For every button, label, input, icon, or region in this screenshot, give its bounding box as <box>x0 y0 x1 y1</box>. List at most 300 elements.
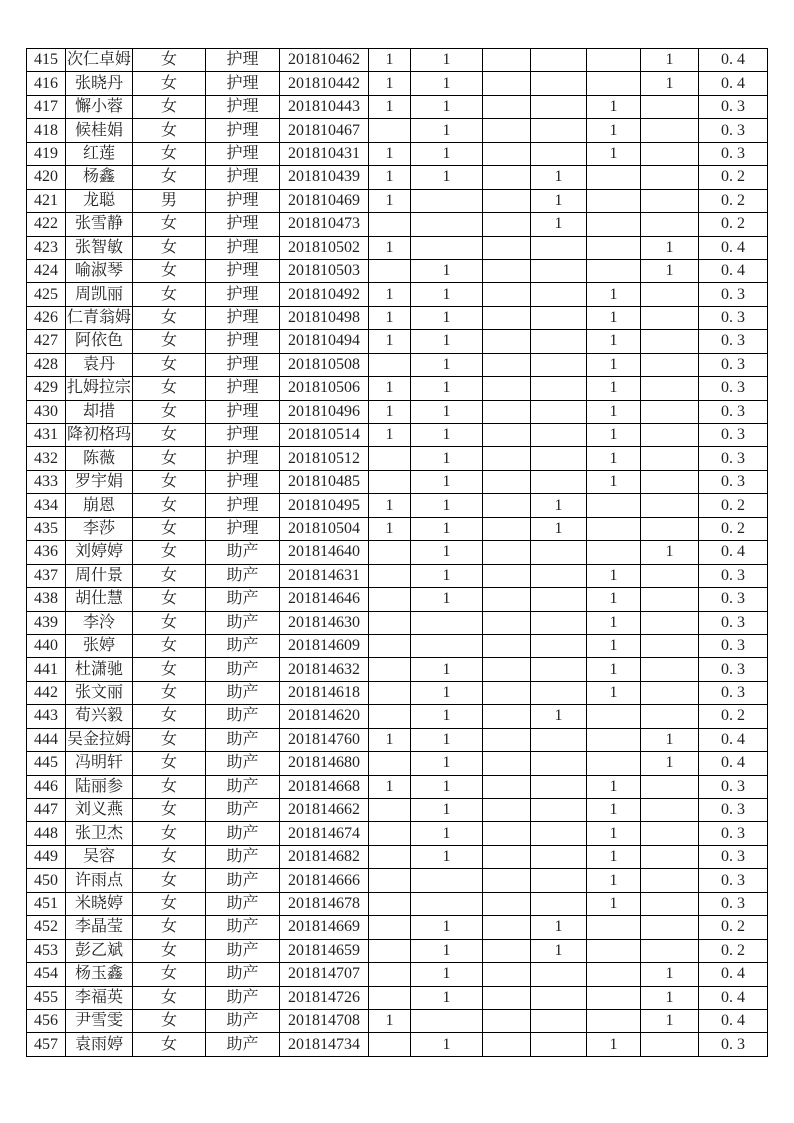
row-number-cell: 446 <box>27 775 66 798</box>
score-cell: 0. 3 <box>699 353 768 376</box>
score-cell: 0. 3 <box>699 822 768 845</box>
mark-col6-cell <box>641 142 699 165</box>
mark-col4-cell <box>531 447 587 470</box>
mark-col4-cell <box>531 306 587 329</box>
mark-col2-cell <box>411 611 483 634</box>
gender-cell: 男 <box>133 189 206 212</box>
mark-col5-cell: 1 <box>587 447 641 470</box>
score-cell: 0. 2 <box>699 189 768 212</box>
name-cell: 胡仕慧 <box>66 588 133 611</box>
mark-col4-cell <box>531 822 587 845</box>
row-number-cell: 442 <box>27 681 66 704</box>
mark-col3-cell <box>483 377 531 400</box>
student-id-cell: 201814662 <box>280 799 369 822</box>
name-cell: 扎姆拉宗 <box>66 377 133 400</box>
score-cell: 0. 4 <box>699 72 768 95</box>
major-cell: 护理 <box>206 494 280 517</box>
mark-col4-cell <box>531 72 587 95</box>
major-cell: 助产 <box>206 1033 280 1057</box>
gender-cell: 女 <box>133 259 206 282</box>
gender-cell: 女 <box>133 72 206 95</box>
mark-col6-cell <box>641 353 699 376</box>
mark-col6-cell <box>641 494 699 517</box>
mark-col6-cell <box>641 681 699 704</box>
mark-col5-cell: 1 <box>587 400 641 423</box>
student-id-cell: 201810431 <box>280 142 369 165</box>
mark-col3-cell <box>483 283 531 306</box>
gender-cell: 女 <box>133 49 206 72</box>
student-id-cell: 201810512 <box>280 447 369 470</box>
major-cell: 助产 <box>206 728 280 751</box>
mark-col3-cell <box>483 869 531 892</box>
row-number-cell: 426 <box>27 306 66 329</box>
score-cell: 0. 3 <box>699 658 768 681</box>
major-cell: 助产 <box>206 939 280 962</box>
score-cell: 0. 3 <box>699 611 768 634</box>
mark-col6-cell <box>641 1033 699 1057</box>
mark-col4-cell: 1 <box>531 213 587 236</box>
gender-cell: 女 <box>133 752 206 775</box>
mark-col6-cell <box>641 447 699 470</box>
mark-col4-cell <box>531 400 587 423</box>
table-row <box>27 494 768 517</box>
gender-cell: 女 <box>133 494 206 517</box>
row-number-cell: 429 <box>27 377 66 400</box>
mark-col4-cell <box>531 119 587 142</box>
mark-col2-cell: 1 <box>411 564 483 587</box>
gender-cell: 女 <box>133 1033 206 1057</box>
score-cell: 0. 4 <box>699 49 768 72</box>
score-cell: 0. 3 <box>699 283 768 306</box>
mark-col5-cell <box>587 541 641 564</box>
mark-col3-cell <box>483 424 531 447</box>
score-cell: 0. 4 <box>699 986 768 1009</box>
mark-col1-cell: 1 <box>369 1009 411 1032</box>
major-cell: 护理 <box>206 189 280 212</box>
mark-col4-cell <box>531 963 587 986</box>
mark-col5-cell: 1 <box>587 424 641 447</box>
mark-col1-cell <box>369 705 411 728</box>
mark-col6-cell: 1 <box>641 986 699 1009</box>
mark-col4-cell: 1 <box>531 939 587 962</box>
row-number-cell: 450 <box>27 869 66 892</box>
mark-col4-cell <box>531 424 587 447</box>
mark-col2-cell: 1 <box>411 353 483 376</box>
table-row <box>27 166 768 189</box>
gender-cell: 女 <box>133 283 206 306</box>
gender-cell: 女 <box>133 377 206 400</box>
name-cell: 李晶莹 <box>66 916 133 939</box>
name-cell: 尹雪雯 <box>66 1009 133 1032</box>
mark-col6-cell <box>641 611 699 634</box>
mark-col6-cell <box>641 799 699 822</box>
student-id-cell: 201814669 <box>280 916 369 939</box>
student-id-cell: 201810504 <box>280 517 369 540</box>
mark-col2-cell: 1 <box>411 588 483 611</box>
student-id-cell: 201814760 <box>280 728 369 751</box>
name-cell: 吴金拉姆 <box>66 728 133 751</box>
name-cell: 张文丽 <box>66 681 133 704</box>
major-cell: 助产 <box>206 986 280 1009</box>
score-cell: 0. 4 <box>699 1009 768 1032</box>
table-row <box>27 963 768 986</box>
major-cell: 助产 <box>206 564 280 587</box>
name-cell: 张雪静 <box>66 213 133 236</box>
row-number-cell: 447 <box>27 799 66 822</box>
student-id-cell: 201814659 <box>280 939 369 962</box>
mark-col3-cell <box>483 213 531 236</box>
major-cell: 护理 <box>206 330 280 353</box>
student-id-cell: 201810498 <box>280 306 369 329</box>
mark-col3-cell <box>483 611 531 634</box>
row-number-cell: 432 <box>27 447 66 470</box>
table-row <box>27 213 768 236</box>
mark-col1-cell <box>369 939 411 962</box>
mark-col5-cell: 1 <box>587 611 641 634</box>
name-cell: 懈小蓉 <box>66 95 133 118</box>
row-number-cell: 456 <box>27 1009 66 1032</box>
mark-col1-cell <box>369 869 411 892</box>
gender-cell: 女 <box>133 236 206 259</box>
mark-col6-cell <box>641 517 699 540</box>
mark-col5-cell: 1 <box>587 799 641 822</box>
table-row <box>27 564 768 587</box>
student-id-cell: 201814678 <box>280 892 369 915</box>
mark-col2-cell: 1 <box>411 822 483 845</box>
score-cell: 0. 4 <box>699 728 768 751</box>
mark-col3-cell <box>483 775 531 798</box>
name-cell: 候桂娟 <box>66 119 133 142</box>
student-id-cell: 201810443 <box>280 95 369 118</box>
score-cell: 0. 2 <box>699 939 768 962</box>
gender-cell: 女 <box>133 588 206 611</box>
row-number-cell: 427 <box>27 330 66 353</box>
table-row <box>27 681 768 704</box>
mark-col4-cell: 1 <box>531 517 587 540</box>
mark-col6-cell <box>641 95 699 118</box>
name-cell: 许雨点 <box>66 869 133 892</box>
score-cell: 0. 3 <box>699 588 768 611</box>
major-cell: 助产 <box>206 611 280 634</box>
name-cell: 却措 <box>66 400 133 423</box>
major-cell: 助产 <box>206 799 280 822</box>
name-cell: 周什景 <box>66 564 133 587</box>
student-id-cell: 201814609 <box>280 634 369 657</box>
major-cell: 护理 <box>206 95 280 118</box>
mark-col6-cell <box>641 822 699 845</box>
mark-col4-cell <box>531 845 587 868</box>
student-id-cell: 201810495 <box>280 494 369 517</box>
mark-col5-cell: 1 <box>587 95 641 118</box>
name-cell: 杨鑫 <box>66 166 133 189</box>
mark-col6-cell: 1 <box>641 49 699 72</box>
score-cell: 0. 3 <box>699 400 768 423</box>
student-id-cell: 201814674 <box>280 822 369 845</box>
student-id-cell: 201814646 <box>280 588 369 611</box>
name-cell: 吴容 <box>66 845 133 868</box>
mark-col5-cell: 1 <box>587 869 641 892</box>
table-row <box>27 752 768 775</box>
score-cell: 0. 3 <box>699 681 768 704</box>
mark-col1-cell: 1 <box>369 95 411 118</box>
mark-col5-cell: 1 <box>587 775 641 798</box>
score-cell: 0. 2 <box>699 213 768 236</box>
mark-col2-cell: 1 <box>411 49 483 72</box>
mark-col2-cell: 1 <box>411 775 483 798</box>
table-row <box>27 705 768 728</box>
mark-col3-cell <box>483 658 531 681</box>
mark-col5-cell: 1 <box>587 892 641 915</box>
mark-col5-cell: 1 <box>587 634 641 657</box>
mark-col6-cell <box>641 892 699 915</box>
mark-col1-cell: 1 <box>369 189 411 212</box>
gender-cell: 女 <box>133 728 206 751</box>
mark-col1-cell: 1 <box>369 306 411 329</box>
score-cell: 0. 3 <box>699 634 768 657</box>
row-number-cell: 418 <box>27 119 66 142</box>
score-cell: 0. 3 <box>699 424 768 447</box>
mark-col5-cell: 1 <box>587 283 641 306</box>
row-number-cell: 421 <box>27 189 66 212</box>
mark-col3-cell <box>483 1033 531 1057</box>
score-cell: 0. 4 <box>699 259 768 282</box>
name-cell: 彭乙斌 <box>66 939 133 962</box>
mark-col6-cell <box>641 658 699 681</box>
student-id-cell: 201810496 <box>280 400 369 423</box>
mark-col4-cell <box>531 799 587 822</box>
student-id-cell: 201810467 <box>280 119 369 142</box>
score-cell: 0. 3 <box>699 306 768 329</box>
mark-col1-cell <box>369 447 411 470</box>
mark-col1-cell <box>369 963 411 986</box>
row-number-cell: 425 <box>27 283 66 306</box>
table-row <box>27 869 768 892</box>
mark-col5-cell <box>587 236 641 259</box>
mark-col5-cell: 1 <box>587 306 641 329</box>
score-cell: 0. 3 <box>699 869 768 892</box>
table-row <box>27 353 768 376</box>
gender-cell: 女 <box>133 916 206 939</box>
mark-col6-cell: 1 <box>641 259 699 282</box>
mark-col3-cell <box>483 142 531 165</box>
mark-col3-cell <box>483 189 531 212</box>
mark-col4-cell <box>531 142 587 165</box>
mark-col1-cell <box>369 845 411 868</box>
gender-cell: 女 <box>133 424 206 447</box>
gender-cell: 女 <box>133 822 206 845</box>
mark-col4-cell <box>531 634 587 657</box>
mark-col2-cell: 1 <box>411 517 483 540</box>
row-number-cell: 435 <box>27 517 66 540</box>
mark-col6-cell <box>641 845 699 868</box>
table-row <box>27 447 768 470</box>
gender-cell: 女 <box>133 213 206 236</box>
name-cell: 袁雨婷 <box>66 1033 133 1057</box>
mark-col3-cell <box>483 681 531 704</box>
gender-cell: 女 <box>133 869 206 892</box>
mark-col3-cell <box>483 259 531 282</box>
mark-col4-cell <box>531 658 587 681</box>
table-row <box>27 799 768 822</box>
name-cell: 仁青翁姆 <box>66 306 133 329</box>
mark-col3-cell <box>483 119 531 142</box>
mark-col3-cell <box>483 822 531 845</box>
mark-col6-cell <box>641 470 699 493</box>
mark-col6-cell: 1 <box>641 541 699 564</box>
gender-cell: 女 <box>133 306 206 329</box>
student-id-cell: 201814680 <box>280 752 369 775</box>
major-cell: 护理 <box>206 283 280 306</box>
mark-col4-cell <box>531 49 587 72</box>
mark-col1-cell: 1 <box>369 72 411 95</box>
mark-col5-cell: 1 <box>587 119 641 142</box>
major-cell: 助产 <box>206 775 280 798</box>
row-number-cell: 441 <box>27 658 66 681</box>
mark-col2-cell: 1 <box>411 728 483 751</box>
mark-col4-cell <box>531 775 587 798</box>
name-cell: 陆丽参 <box>66 775 133 798</box>
mark-col5-cell <box>587 49 641 72</box>
row-number-cell: 453 <box>27 939 66 962</box>
student-id-cell: 201810514 <box>280 424 369 447</box>
name-cell: 杨玉鑫 <box>66 963 133 986</box>
table-row <box>27 517 768 540</box>
mark-col1-cell: 1 <box>369 400 411 423</box>
mark-col4-cell <box>531 1033 587 1057</box>
name-cell: 喻淑琴 <box>66 259 133 282</box>
row-number-cell: 437 <box>27 564 66 587</box>
table-row <box>27 283 768 306</box>
row-number-cell: 457 <box>27 1033 66 1057</box>
mark-col5-cell: 1 <box>587 564 641 587</box>
mark-col5-cell <box>587 259 641 282</box>
table-row <box>27 1033 768 1057</box>
mark-col3-cell <box>483 963 531 986</box>
mark-col6-cell: 1 <box>641 236 699 259</box>
mark-col2-cell: 1 <box>411 541 483 564</box>
score-cell: 0. 2 <box>699 517 768 540</box>
name-cell: 周凯丽 <box>66 283 133 306</box>
mark-col2-cell: 1 <box>411 1033 483 1057</box>
score-cell: 0. 3 <box>699 142 768 165</box>
mark-col1-cell <box>369 213 411 236</box>
mark-col5-cell: 1 <box>587 681 641 704</box>
mark-col6-cell <box>641 564 699 587</box>
mark-col4-cell: 1 <box>531 189 587 212</box>
name-cell: 张婷 <box>66 634 133 657</box>
row-number-cell: 419 <box>27 142 66 165</box>
mark-col1-cell: 1 <box>369 283 411 306</box>
mark-col2-cell: 1 <box>411 306 483 329</box>
mark-col6-cell: 1 <box>641 728 699 751</box>
major-cell: 助产 <box>206 588 280 611</box>
mark-col3-cell <box>483 494 531 517</box>
gender-cell: 女 <box>133 775 206 798</box>
mark-col3-cell <box>483 95 531 118</box>
table-row <box>27 142 768 165</box>
row-number-cell: 439 <box>27 611 66 634</box>
gender-cell: 女 <box>133 634 206 657</box>
mark-col1-cell: 1 <box>369 377 411 400</box>
major-cell: 护理 <box>206 306 280 329</box>
gender-cell: 女 <box>133 963 206 986</box>
mark-col3-cell <box>483 330 531 353</box>
student-id-cell: 201814631 <box>280 564 369 587</box>
student-id-cell: 201814682 <box>280 845 369 868</box>
mark-col4-cell <box>531 588 587 611</box>
table-row <box>27 822 768 845</box>
mark-col3-cell <box>483 564 531 587</box>
row-number-cell: 430 <box>27 400 66 423</box>
mark-col1-cell: 1 <box>369 330 411 353</box>
mark-col2-cell: 1 <box>411 95 483 118</box>
student-id-cell: 201814726 <box>280 986 369 1009</box>
mark-col4-cell: 1 <box>531 166 587 189</box>
table-row <box>27 72 768 95</box>
mark-col5-cell <box>587 1009 641 1032</box>
table-row <box>27 634 768 657</box>
mark-col2-cell: 1 <box>411 986 483 1009</box>
table-row <box>27 939 768 962</box>
mark-col3-cell <box>483 49 531 72</box>
student-id-cell: 201814666 <box>280 869 369 892</box>
mark-col1-cell: 1 <box>369 424 411 447</box>
score-cell: 0. 2 <box>699 494 768 517</box>
mark-col5-cell <box>587 752 641 775</box>
mark-col6-cell <box>641 377 699 400</box>
score-cell: 0. 3 <box>699 564 768 587</box>
row-number-cell: 417 <box>27 95 66 118</box>
major-cell: 护理 <box>206 49 280 72</box>
mark-col5-cell <box>587 213 641 236</box>
score-cell: 0. 3 <box>699 119 768 142</box>
major-cell: 助产 <box>206 752 280 775</box>
mark-col2-cell: 1 <box>411 377 483 400</box>
mark-col4-cell <box>531 869 587 892</box>
major-cell: 护理 <box>206 142 280 165</box>
mark-col1-cell: 1 <box>369 166 411 189</box>
mark-col6-cell <box>641 283 699 306</box>
score-cell: 0. 4 <box>699 752 768 775</box>
table-row <box>27 892 768 915</box>
student-id-cell: 201814708 <box>280 1009 369 1032</box>
gender-cell: 女 <box>133 330 206 353</box>
mark-col1-cell <box>369 892 411 915</box>
student-id-cell: 201810473 <box>280 213 369 236</box>
student-id-cell: 201814630 <box>280 611 369 634</box>
major-cell: 护理 <box>206 470 280 493</box>
student-id-cell: 201814632 <box>280 658 369 681</box>
row-number-cell: 449 <box>27 845 66 868</box>
name-cell: 张晓丹 <box>66 72 133 95</box>
name-cell: 米晓婷 <box>66 892 133 915</box>
student-id-cell: 201814668 <box>280 775 369 798</box>
gender-cell: 女 <box>133 541 206 564</box>
mark-col4-cell <box>531 1009 587 1032</box>
mark-col5-cell: 1 <box>587 588 641 611</box>
mark-col3-cell <box>483 72 531 95</box>
mark-col5-cell <box>587 986 641 1009</box>
mark-col2-cell: 1 <box>411 658 483 681</box>
major-cell: 护理 <box>206 259 280 282</box>
student-id-cell: 201810462 <box>280 49 369 72</box>
major-cell: 助产 <box>206 845 280 868</box>
mark-col4-cell <box>531 236 587 259</box>
mark-col2-cell: 1 <box>411 259 483 282</box>
mark-col1-cell <box>369 259 411 282</box>
mark-col6-cell <box>641 119 699 142</box>
mark-col4-cell <box>531 892 587 915</box>
